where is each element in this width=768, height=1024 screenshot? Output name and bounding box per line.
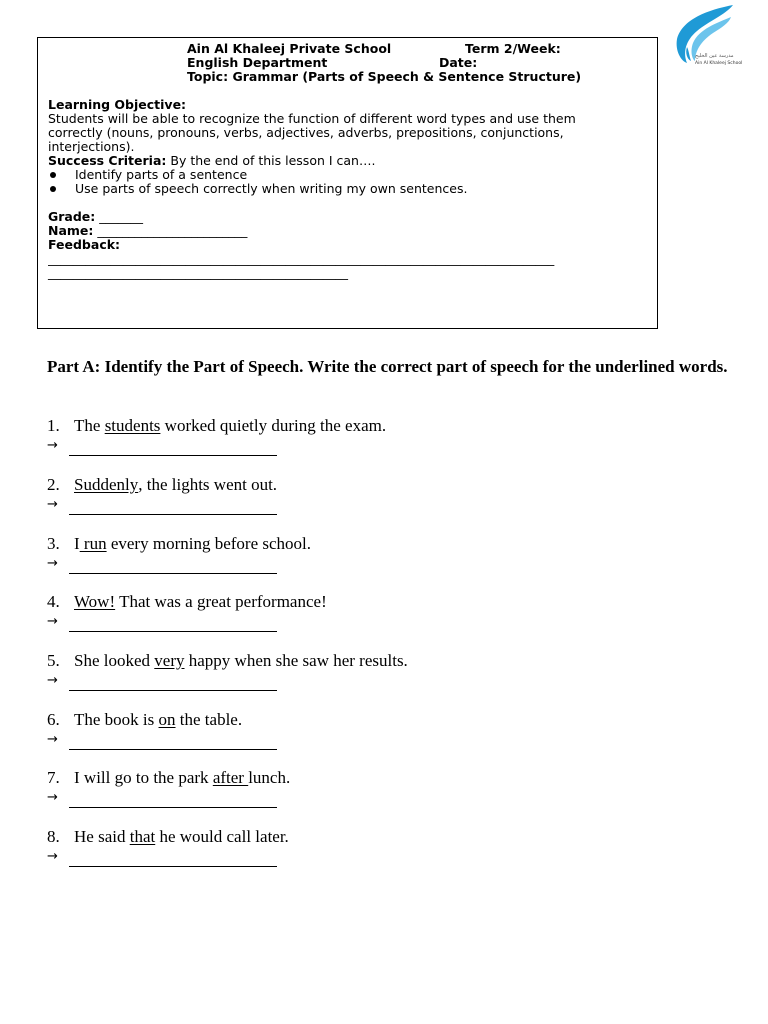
question-number: 1. <box>47 416 60 435</box>
underlined-word: after <box>212 768 249 787</box>
answer-blank[interactable] <box>69 737 277 750</box>
question-item: 6. The book is on the table. → <box>47 710 687 750</box>
question-item: 4. Wow! That was a great performance! → <box>47 592 687 632</box>
question-number: 3. <box>47 534 60 553</box>
arrow-icon: → <box>47 732 58 747</box>
arrow-icon: → <box>47 438 58 453</box>
answer-blank[interactable] <box>69 619 277 632</box>
lesson-details <box>48 98 608 280</box>
lesson-header-box <box>37 37 658 329</box>
question-item: 7. I will go to the park after lunch. → <box>47 768 687 808</box>
answer-blank[interactable] <box>69 502 277 515</box>
part-a-title: Part A: Identify the Part of Speech. Write the correct part of speech for the underlined words. <box>47 357 728 376</box>
question-number: 2. <box>47 475 60 494</box>
answer-blank[interactable] <box>69 854 277 867</box>
question-item: 1. The students worked quietly during the exam. → <box>47 416 687 456</box>
logo-english-text: Ain Al Khaleej School <box>695 61 743 66</box>
arrow-icon: → <box>47 673 58 688</box>
logo-swoosh-icon <box>673 3 741 69</box>
question-number: 8. <box>47 827 60 846</box>
arrow-icon: → <box>47 790 58 805</box>
question-item: 3. I run every morning before school. → <box>47 534 687 574</box>
objective-text: Students will be able to recognize the function of different word types and use them correctly (nouns, pronouns, verbs, adjectives, adverbs, prepositions, conjunctions, interjections). <box>48 111 576 154</box>
success-criteria-line <box>48 154 608 168</box>
name-blank[interactable]: ________________________ <box>97 223 248 238</box>
criteria-label: Success Criteria: <box>48 153 167 168</box>
underlined-word: Suddenly <box>74 475 139 494</box>
objective-label: Learning Objective: <box>48 97 187 112</box>
criteria-text: By the end of this lesson I can…. <box>170 153 376 168</box>
question-item: 2. Suddenly , the lights went out. → <box>47 475 687 515</box>
department-name: English Department <box>187 55 328 70</box>
feedback-line-2[interactable]: ________________________________________________ <box>48 265 348 280</box>
underlined-word: students <box>104 416 161 435</box>
topic-label: Topic: <box>187 69 229 84</box>
bullet-icon <box>50 172 56 178</box>
question-number: 6. <box>47 710 60 729</box>
answer-blank[interactable] <box>69 678 277 691</box>
arrow-icon: → <box>47 614 58 629</box>
logo-arabic-text: مدرسة عين الخليج <box>695 53 734 59</box>
name-label: Name: <box>48 223 94 238</box>
school-logo <box>673 3 741 69</box>
underlined-word: on <box>158 710 176 729</box>
answer-blank[interactable] <box>69 795 277 808</box>
underlined-word: Wow! <box>74 592 116 611</box>
grade-blank[interactable]: _______ <box>99 209 144 224</box>
grade-label: Grade: <box>48 209 96 224</box>
answer-blank[interactable] <box>69 443 277 456</box>
feedback-label: Feedback: <box>48 237 121 252</box>
school-name: Ain Al Khaleej Private School <box>187 41 392 56</box>
term-week-label: Term 2/Week: <box>465 41 561 56</box>
question-item: 5. She looked very happy when she saw her results. → <box>47 651 687 691</box>
criteria-item: Identify parts of a sentence <box>48 168 608 182</box>
question-number: 4. <box>47 592 60 611</box>
underlined-word: that <box>129 827 156 846</box>
grade-line <box>48 210 608 224</box>
question-number: 7. <box>47 768 60 787</box>
date-label: Date: <box>439 55 478 70</box>
bullet-icon <box>50 186 56 192</box>
question-number: 5. <box>47 651 60 670</box>
underlined-word: very <box>154 651 185 670</box>
arrow-icon: → <box>47 849 58 864</box>
name-line <box>48 224 608 238</box>
feedback-line-1[interactable]: _________________________________________________________________________________ <box>48 252 555 266</box>
criteria-item: Use parts of speech correctly when writing my own sentences. <box>48 182 608 196</box>
arrow-icon: → <box>47 497 58 512</box>
topic-value: Grammar (Parts of Speech & Sentence Structure) <box>232 69 582 84</box>
topic-line <box>187 70 581 84</box>
question-item: 8. He said that he would call later. → <box>47 827 687 867</box>
answer-blank[interactable] <box>69 561 277 574</box>
arrow-icon: → <box>47 556 58 571</box>
underlined-word: run <box>79 534 107 553</box>
